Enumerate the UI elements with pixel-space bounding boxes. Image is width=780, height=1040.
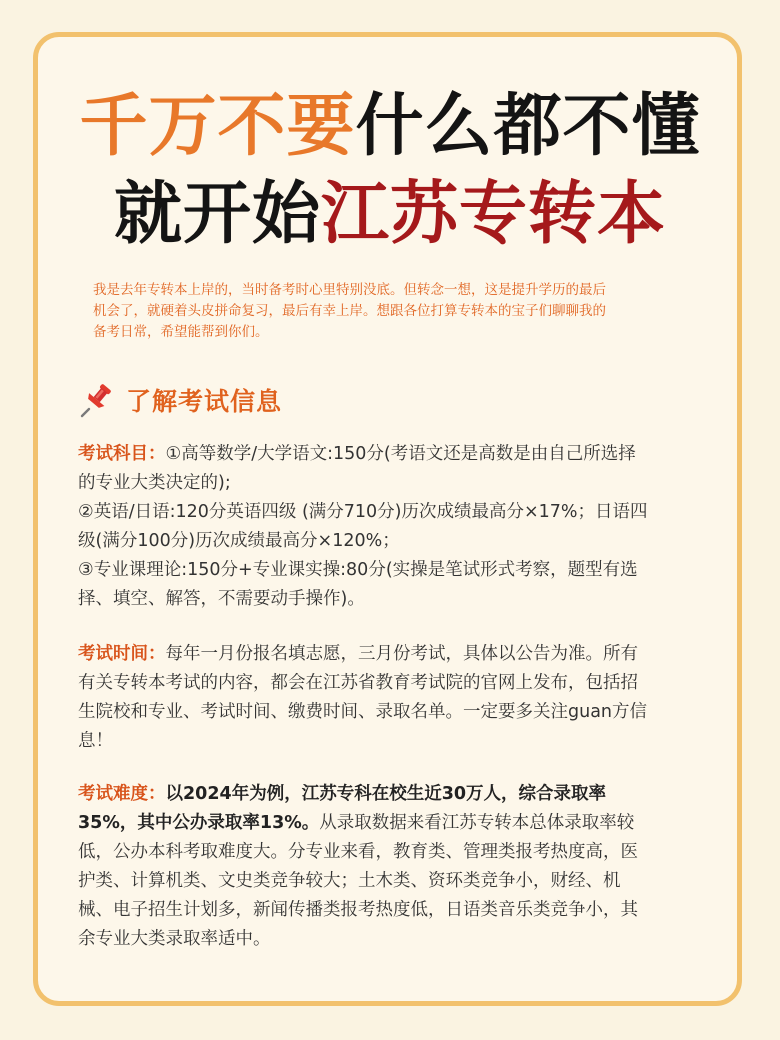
time-line: 有关专转本考试的内容，都会在江苏省教育考试院的官网上发布，包括招	[78, 673, 638, 693]
subjects-line: 级(满分100分)历次成绩最高分×120%；	[78, 531, 400, 551]
time-line	[78, 640, 714, 669]
subjects-text: ①高等数学/大学语文:150分(考语文还是高数是由自己所选择	[165, 444, 636, 464]
difficulty-line: 余专业大类录取率适中。	[78, 929, 271, 949]
subjects-line: 择、填空、解答，不需要动手操作)。	[78, 589, 365, 609]
intro-line: 备考日常，希望能帮到你们。	[93, 324, 269, 340]
subjects-line: 的专业大类决定的);	[78, 473, 231, 493]
difficulty-bold-text: 35%，其中公办录取率13%。	[78, 813, 320, 833]
subjects-line	[78, 440, 714, 469]
intro-line: 机会了，就硬着头皮拼命复习，最后有幸上岸。想跟各位打算专转本的宝子们聊聊我的	[93, 303, 606, 319]
headline-highlight-1: 千万不要	[79, 87, 356, 166]
difficulty-line	[78, 780, 714, 809]
intro-paragraph	[93, 280, 693, 343]
exam-difficulty-paragraph	[78, 780, 714, 954]
subjects-line: ③专业课理论:150分+专业课实操:80分(实操是笔试形式考察，题型有选	[78, 560, 638, 580]
headline-line-1	[0, 87, 780, 167]
time-label: 考试时间：	[78, 644, 166, 664]
time-line: 生院校和专业、考试时间、缴费时间、录取名单。一定要多关注guan方信	[78, 702, 648, 722]
headline-highlight-2: 江苏专转本	[321, 175, 667, 254]
headline-text-2: 就开始	[113, 175, 321, 254]
difficulty-line	[78, 809, 714, 838]
difficulty-bold-text: 以2024年为例，江苏专科在校生近30万人，综合录取率	[165, 784, 607, 804]
section-title: 了解考试信息	[126, 387, 283, 416]
difficulty-line: 械、电子招生计划多，新闻传播类报考热度低，日语类音乐类竞争小，其	[78, 900, 638, 920]
difficulty-text: 从录取数据来看江苏专转本总体录取率较	[319, 813, 635, 833]
exam-subjects-paragraph	[78, 440, 714, 614]
difficulty-line: 低，公办本科考取难度大。分专业来看，教育类、管理类报考热度高，医	[78, 842, 638, 862]
subjects-line: ②英语/日语:120分英语四级 (满分710分)历次成绩最高分×17%；日语四	[78, 502, 648, 522]
pushpin-icon	[80, 382, 112, 418]
exam-time-paragraph	[78, 640, 714, 756]
section-header	[80, 382, 282, 418]
headline-line-2	[0, 175, 780, 255]
headline-text-1: 什么都不懂	[355, 87, 701, 166]
subjects-label: 考试科目：	[78, 444, 166, 464]
difficulty-line: 护类、计算机类、文史类竞争较大；土木类、资环类竞争小，财经、机	[78, 871, 621, 891]
difficulty-label: 考试难度：	[78, 784, 166, 804]
time-text: 每年一月份报名填志愿，三月份考试，具体以公告为准。所有	[165, 644, 638, 664]
intro-line: 我是去年专转本上岸的，当时备考时心里特别没底。但转念一想，这是提升学历的最后	[93, 282, 606, 298]
time-line: 息！	[78, 731, 113, 751]
